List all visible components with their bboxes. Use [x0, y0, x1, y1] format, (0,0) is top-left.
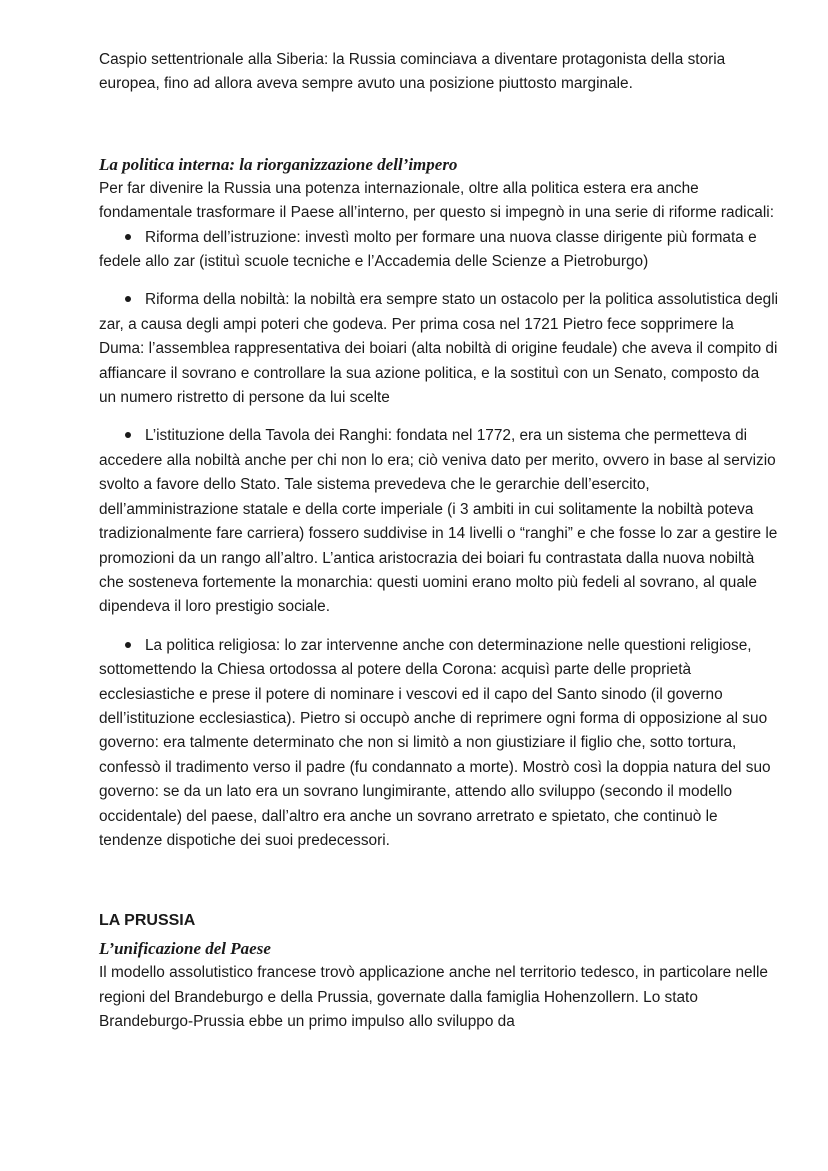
document-page: [99, 48, 779, 1035]
bullet-item: [99, 424, 779, 619]
section-heading-prussia: LA PRUSSIA: [99, 912, 196, 930]
bullet-item: [99, 288, 779, 410]
bullet-text: L’istituzione della Tavola dei Ranghi: fondata nel 1772, era un sistema che permetteva di accedere alla nobiltà anche per chi non lo era; ciò veniva dato per merito, ovvero in base al servizio svolto a favore dello Stato. Tale sistema prevedeva che le gerarchie dell’esercito, dell’amministrazione statale e della corte imperiale (i 3 ambiti in cui solitamente la nobiltà poteva tradizionalmente fare carriera) fossero suddivise in 14 livelli o “ranghi” e che fosse lo zar a gestire le promozioni da un rango all’altro. L’antica aristocrazia dei boiari fu contrastata dalla nuova nobiltà che sosteneva fortemente la monarchia: questi uomini erano molto più fedeli al sovrano, al quale dipendeva il loro prestigio sociale.: [99, 427, 778, 616]
section-heading-politica-interna: La politica interna: la riorganizzazione dell’impero: [99, 154, 458, 174]
bullet-icon: [125, 642, 131, 648]
prussia-paragraph: Il modello assolutistico francese trovò applicazione anche nel territorio tedesco, in particolare nelle regioni del Brandeburgo e della Prussia, governate dalla famiglia Hohenzollern. Lo stato Brandeburgo-Prussia ebbe un primo impulso allo sviluppo da: [99, 964, 768, 1031]
bullet-text: Riforma dell’istruzione: investì molto per formare una nuova classe dirigente più formata e fedele allo zar (istituì scuole tecniche e l’Accademia delle Scienze a Pietroburgo): [99, 228, 757, 271]
bullet-text: La politica religiosa: lo zar intervenne anche con determinazione nelle questioni religiose, sottomettendo la Chiesa ortodossa al potere della Corona: acquisì parte delle proprietà ecclesiastiche e prese il potere di nominare i vescovi ed il capo del Santo sinodo (il governo dell’istituzione ecclesiastica). Pietro si occupò anche di reprimere ogni forma di opposizione al suo governo: era talmente determinato che non si limitò a non giustiziare il figlio che, sotto tortura, confessò il tradimento verso il padre (fu condannato a morte). Mostrò così la doppia natura del suo governo: se da un lato era un sovrano lungimirante, attendo allo sviluppo (secondo il modello occidentale) del paese, dall’altro era anche un sovrano arretrato e spietato, che continuò le tendenze dispotiche dei suoi predecessori.: [99, 636, 771, 849]
bullet-text: Riforma della nobiltà: la nobiltà era sempre stato un ostacolo per la politica assolutistica degli zar, a causa degli ampi poteri che godeva. Per prima cosa nel 1721 Pietro fece sopprimere la Duma: l’assemblea rappresentativa dei boiari (alta nobiltà di origine feudale) che aveva il compito di affiancare il sovrano e controllare la sua azione politica, e la sostituì con un Senato, composto da un numero ristretto di persone da lui scelte: [99, 291, 779, 407]
bullet-icon: [125, 234, 131, 240]
bullet-icon: [125, 432, 131, 438]
intro-paragraph: Caspio settentrionale alla Siberia: la Russia cominciava a diventare protagonista della storia europea, fino ad allora aveva sempre avuto una posizione piuttosto marginale.: [99, 51, 726, 93]
bullet-item: [99, 226, 779, 275]
bullet-icon: [125, 296, 131, 302]
bullet-item: [99, 634, 779, 854]
subheading-unificazione: L’unificazione del Paese: [99, 939, 271, 959]
politica-interna-intro: Per far divenire la Russia una potenza internazionale, oltre alla politica estera era anche fondamentale trasformare il Paese all’interno, per questo si impegnò in una serie di riforme radicali:: [99, 179, 774, 222]
